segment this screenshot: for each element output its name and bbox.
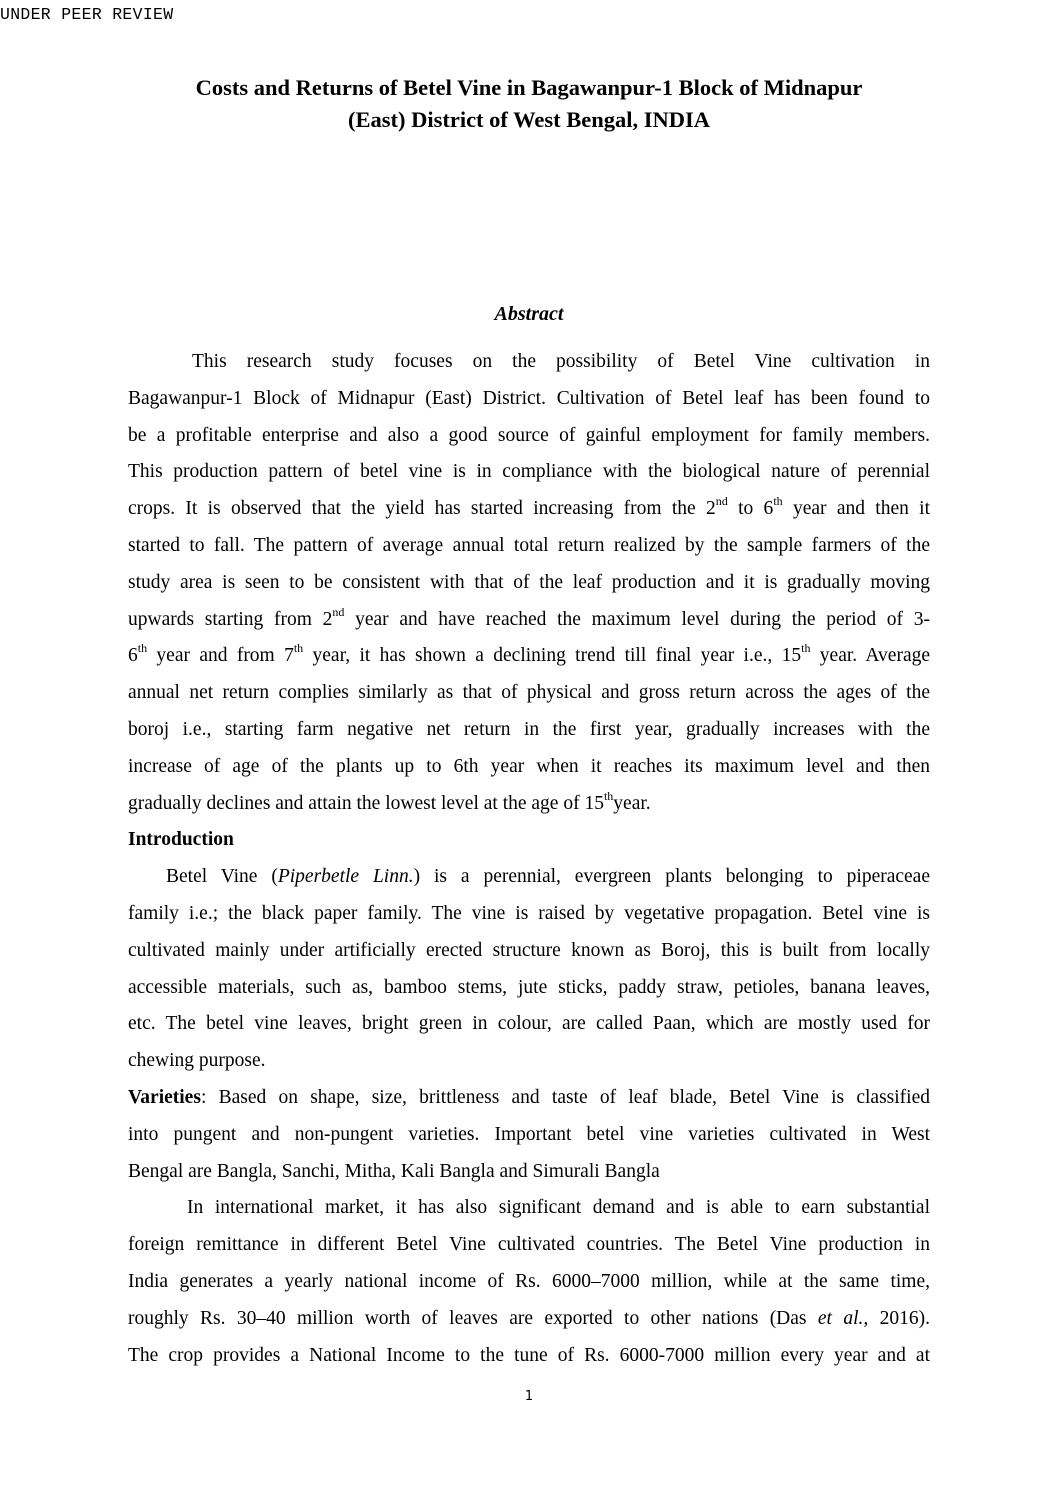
text-segment: roughly Rs. 30–40 million worth of leaves are exported to other nations (Das [128, 1307, 818, 1329]
text-segment: chewing purpose. [128, 1050, 266, 1072]
superscript: th [801, 641, 811, 656]
text-line [128, 822, 930, 859]
text-segment: gradually declines and attain the lowest level at the age of 15 [128, 792, 604, 814]
text-line [128, 749, 930, 786]
page-number: 1 [524, 1389, 534, 1404]
text-segment: Bagawanpur-1 Block of Midnapur (East) District. Cultivation of Betel leaf has been found to [128, 387, 930, 409]
text-segment: started to fall. The pattern of average annual total return realized by the sample farmers of the [128, 534, 930, 556]
text-segment: foreign remittance in different Betel Vine cultivated countries. The Betel Vine production in [128, 1234, 930, 1256]
text-line [128, 1338, 930, 1375]
text-segment: year. [613, 792, 651, 814]
text-segment: etc. The betel vine leaves, bright green in colour, are called Paan, which are mostly used for [128, 1013, 930, 1035]
text-line [128, 565, 930, 602]
review-watermark-label: UNDER PEER REVIEW [0, 5, 174, 24]
text-segment: 2016). [868, 1307, 930, 1329]
text-segment: crops. It is observed that the yield has started increasing from the 2 [128, 498, 716, 520]
paper-title [100, 72, 958, 136]
abstract-heading: Abstract [494, 303, 564, 325]
text-segment: In international market, it has also significant demand and is able to earn substantial [187, 1197, 930, 1219]
text-segment: be a profitable enterprise and also a good source of gainful employment for family members. [128, 424, 930, 446]
text-line [128, 381, 930, 418]
text-segment: to 6 [727, 498, 774, 520]
text-line [128, 491, 930, 528]
text-line [128, 1080, 930, 1117]
text-segment: This research study focuses on the possibility of Betel Vine cultivation in [192, 351, 930, 372]
text-line [128, 418, 930, 455]
text-line [128, 1043, 930, 1080]
text-segment: annual net return complies similarly as that of physical and gross return across the ages of the [128, 682, 930, 704]
text-line [128, 970, 930, 1007]
text-line [128, 638, 930, 675]
text-segment: year, it has shown a declining trend till final year i.e., 15 [303, 645, 802, 667]
text-line [128, 602, 930, 639]
text-segment: upwards starting from 2 [128, 608, 333, 630]
text-line [128, 1154, 930, 1191]
text-segment: family i.e.; the black paper family. The vine is raised by vegetative propagation. Betel vine is [128, 902, 930, 924]
text-line [128, 1227, 930, 1264]
text-line [128, 786, 930, 823]
text-segment: accessible materials, such as, bamboo stems, jute sticks, paddy straw, petioles, banana leaves, [128, 976, 930, 998]
text-segment: Piperbetle Linn. [277, 866, 414, 888]
text-segment: 6 [128, 645, 138, 667]
text-segment: increase of age of the plants up to 6th year when it reaches its maximum level and then [128, 755, 930, 777]
text-segment: The crop provides a National Income to the tune of Rs. 6000-7000 million every year and at [128, 1344, 930, 1366]
superscript: th [603, 788, 614, 803]
text-line [128, 528, 930, 565]
text-segment: : Based on shape, size, brittleness and taste of leaf blade, Betel Vine is classified [200, 1086, 930, 1108]
text-segment: ) is a perennial, evergreen plants belonging to piperaceae [413, 866, 930, 888]
text-segment: et al., [817, 1307, 869, 1329]
text-segment: year. Average [810, 645, 931, 667]
text-line [128, 1301, 930, 1338]
text-segment: study area is seen to be consistent with that of the leaf production and it is gradually moving [128, 571, 930, 593]
text-line [128, 712, 930, 749]
text-segment: year and then it [782, 498, 931, 520]
text-line [128, 675, 930, 712]
text-line [128, 896, 930, 933]
superscript: th [137, 641, 148, 656]
text-segment: year and have reached the maximum level during the period of 3- [344, 608, 931, 630]
text-line [128, 1006, 930, 1043]
text-segment: This production pattern of betel vine is in compliance with the biological nature of perennial [128, 461, 930, 483]
body-text [128, 344, 930, 1374]
title-line-1: Costs and Returns of Betel Vine in Bagawanpur-1 Block of Midnapur [195, 75, 863, 100]
superscript: nd [332, 604, 345, 619]
text-line [128, 1190, 930, 1227]
text-line [128, 1117, 930, 1154]
text-segment: Bengal are Bangla, Sanchi, Mitha, Kali Bangla and Simurali Bangla [128, 1160, 660, 1182]
text-line [128, 1264, 930, 1301]
superscript: nd [715, 494, 728, 509]
text-segment: cultivated mainly under artificially erected structure known as Boroj, this is built from locally [128, 939, 930, 961]
text-segment: Betel Vine ( [166, 866, 278, 888]
text-line [128, 344, 930, 381]
text-segment: year and from 7 [147, 645, 294, 667]
section-heading: Introduction [128, 829, 234, 851]
text-line [128, 454, 930, 491]
superscript: th [293, 641, 304, 656]
title-line-2: (East) District of West Bengal, INDIA [347, 107, 711, 132]
text-segment: India generates a yearly national income of Rs. 6000–7000 million, while at the same time, [128, 1270, 930, 1292]
superscript: th [773, 494, 783, 509]
text-line [128, 933, 930, 970]
text-line [128, 859, 930, 896]
section-heading: Varieties [128, 1086, 201, 1108]
text-segment: into pungent and non-pungent varieties. Important betel vine varieties cultivated in West [128, 1123, 930, 1145]
text-segment: boroj i.e., starting farm negative net return in the first year, gradually increases with the [128, 718, 930, 740]
